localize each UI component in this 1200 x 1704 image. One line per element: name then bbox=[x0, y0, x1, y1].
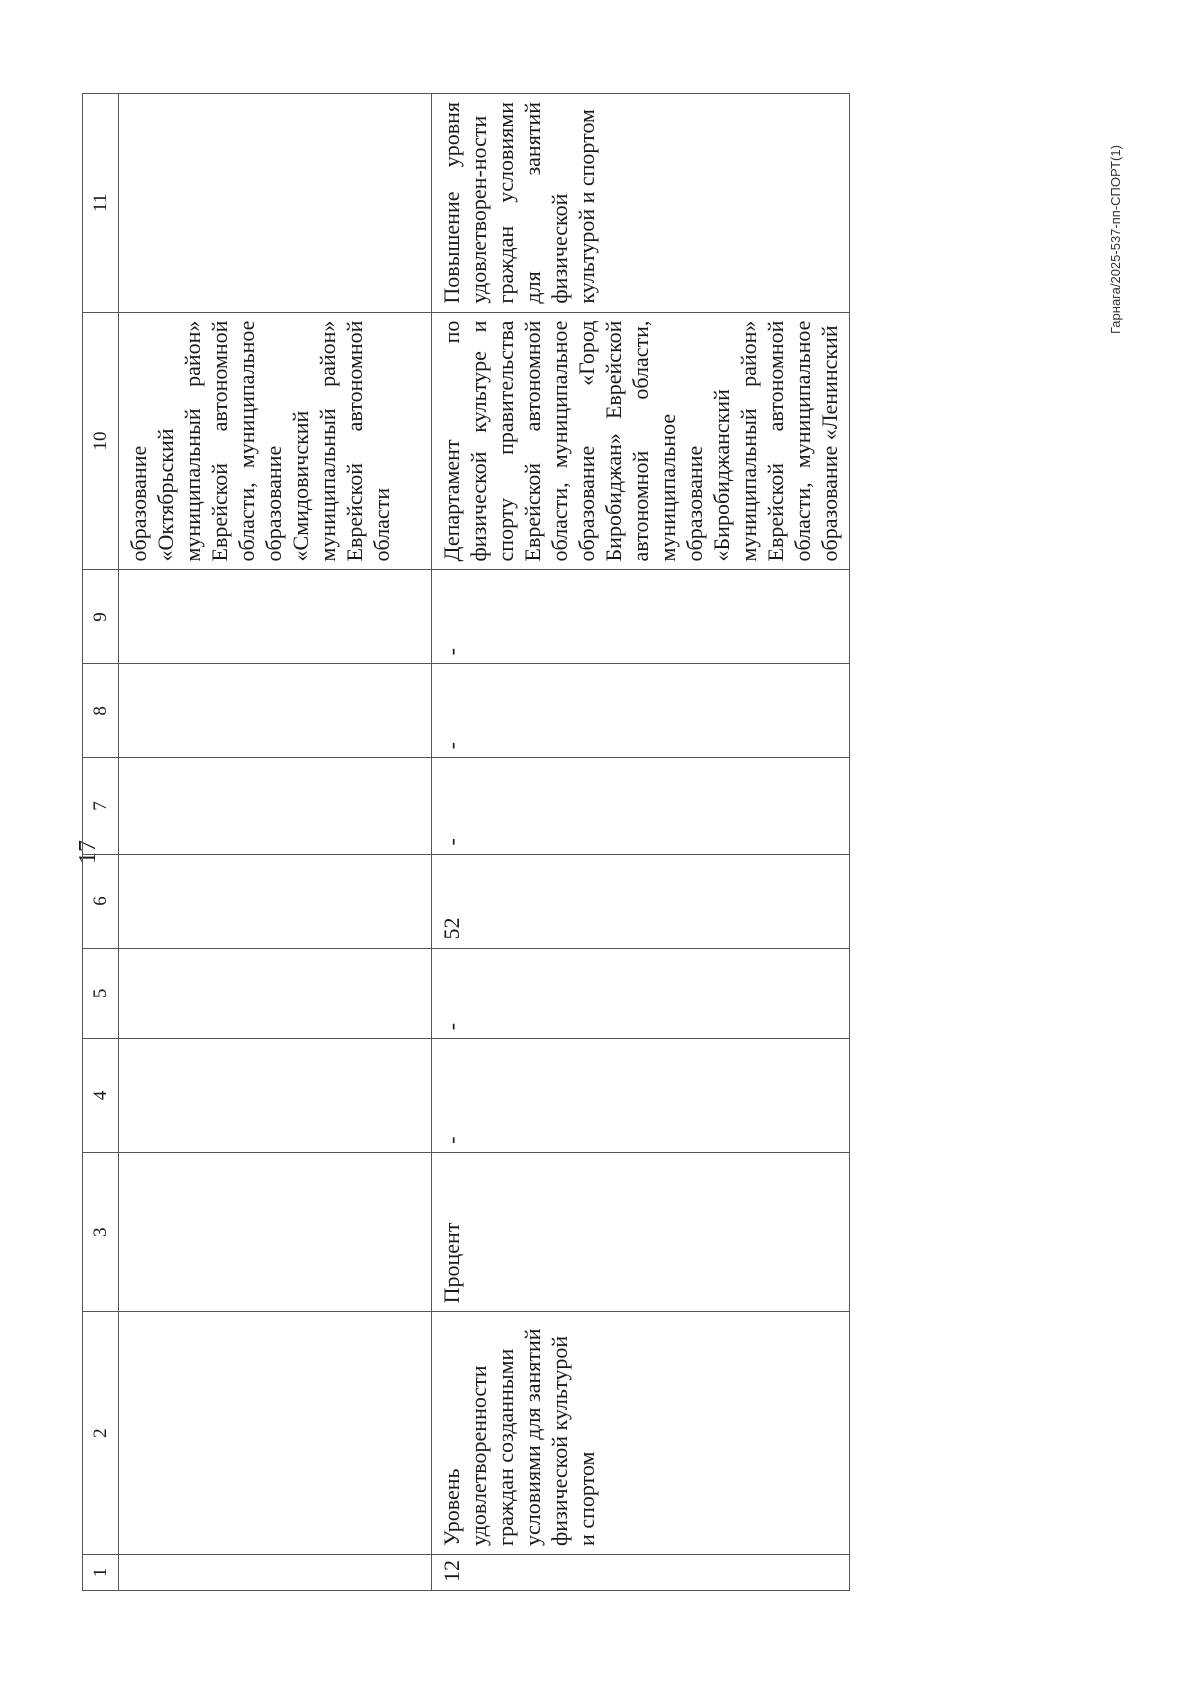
cell-value bbox=[119, 948, 432, 1039]
cell-value bbox=[119, 758, 432, 854]
header-cell: 9 bbox=[83, 570, 119, 664]
cell-value: - bbox=[432, 758, 850, 854]
table-row bbox=[119, 94, 432, 1591]
cell-value: - bbox=[432, 570, 850, 664]
header-cell: 3 bbox=[83, 1152, 119, 1312]
page-number: 17 bbox=[75, 840, 101, 864]
header-cell: 8 bbox=[83, 664, 119, 758]
cell-number: 12 bbox=[432, 1554, 850, 1590]
header-row bbox=[83, 94, 119, 1591]
cell-value: - bbox=[432, 664, 850, 758]
header-cell: 5 bbox=[83, 948, 119, 1039]
cell-value bbox=[119, 570, 432, 664]
cell-result bbox=[119, 94, 432, 313]
cell-responsible: Департамент по физической культуре и спорту правительства Еврейской автономной области, муниципальное образование «Город Биробиджан» Еврейской автономной области, муниципальное образование «Биробиджанский муниципальный район» Еврейской автономной области, муниципальное образование «Ленинский bbox=[432, 312, 850, 570]
header-cell: 11 bbox=[83, 94, 119, 313]
cell-number bbox=[119, 1554, 432, 1590]
cell-result: Повышение уровня удовлетворен-ности граждан условиями для занятий физической культурой и спортом bbox=[432, 94, 850, 313]
cell-value: 52 bbox=[432, 854, 850, 948]
header-cell: 1 bbox=[83, 1554, 119, 1590]
header-cell: 4 bbox=[83, 1039, 119, 1153]
cell-unit: Процент bbox=[432, 1152, 850, 1312]
table-row bbox=[432, 94, 850, 1591]
header-cell: 10 bbox=[83, 312, 119, 570]
cell-indicator: Уровень удовлетворенности граждан созданными условиями для занятий физической культурой и спортом bbox=[432, 1312, 850, 1555]
data-table bbox=[82, 93, 850, 1591]
cell-value: - bbox=[432, 1039, 850, 1153]
cell-responsible: образование «Октябрьский муниципальный район» Еврейской автономной области, муниципальное образование «Смидовичский муниципальный район» Еврейской автономной области bbox=[119, 312, 432, 570]
header-cell: 2 bbox=[83, 1312, 119, 1555]
cell-indicator bbox=[119, 1312, 432, 1555]
cell-value bbox=[119, 664, 432, 758]
cell-value: - bbox=[432, 948, 850, 1039]
cell-value bbox=[119, 1039, 432, 1153]
header-cell: 7 bbox=[83, 758, 119, 854]
header-cell: 6 bbox=[83, 854, 119, 948]
document-code: Гарнага/2025-537-пп-СПОРТ(1) bbox=[1108, 145, 1123, 334]
cell-value bbox=[119, 854, 432, 948]
cell-unit bbox=[119, 1152, 432, 1312]
